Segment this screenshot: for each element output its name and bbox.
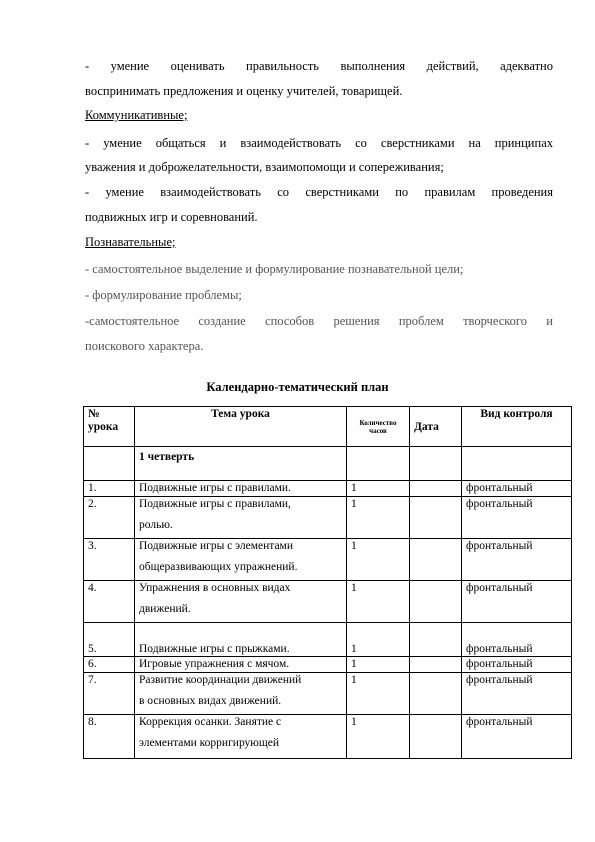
table-header-row: [84, 407, 572, 447]
table-row: [84, 481, 572, 497]
row-num: 7.: [84, 673, 135, 715]
paragraph-line: подвижных игр и соревнований.: [85, 210, 258, 224]
row-num: 6.: [84, 657, 135, 673]
row-control: фронтальный: [462, 481, 572, 497]
row-num: 4.: [84, 581, 135, 623]
row-num: 3.: [84, 539, 135, 581]
table-row: [84, 497, 572, 539]
paragraph-line: поискового характера.: [85, 339, 204, 353]
table-row: [84, 673, 572, 715]
paragraph-line: - самостоятельное выделение и формулирование познавательной цели;: [85, 262, 464, 276]
row-control: фронтальный: [462, 715, 572, 759]
plan-title: Календарно-тематический план: [206, 380, 389, 394]
table-row: [84, 539, 572, 581]
header-control: Вид контроля: [462, 407, 572, 447]
communicative-heading: Коммуникативные;: [85, 108, 188, 122]
row-topic: Подвижные игры с элементами общеразвивающих упражнений.: [135, 539, 347, 581]
row-topic: Подвижные игры с правилами, ролью.: [135, 497, 347, 539]
lesson-plan-table: [83, 406, 572, 759]
row-hours: 1: [347, 673, 410, 715]
row-topic: Игровые упражнения с мячом.: [135, 657, 347, 673]
quarter-label: 1 четверть: [135, 447, 347, 481]
table-row: [84, 657, 572, 673]
cognitive-heading: Познавательные;: [85, 235, 176, 249]
row-hours: 1: [347, 657, 410, 673]
header-num: № урока: [84, 407, 135, 447]
row-num: 5.: [84, 623, 135, 657]
paragraph-line: воспринимать предложения и оценку учителей, товарищей.: [85, 84, 403, 98]
row-control: фронтальный: [462, 657, 572, 673]
table-row: [84, 581, 572, 623]
header-hours: Количество часов: [359, 419, 397, 435]
row-num: 2.: [84, 497, 135, 539]
row-hours: 1: [347, 497, 410, 539]
header-date: Дата: [410, 407, 462, 447]
row-hours: 1: [347, 715, 410, 759]
row-topic: Коррекция осанки. Занятие с элементами корригирующей: [135, 715, 347, 759]
row-topic: Развитие координации движений в основных видах движений.: [135, 673, 347, 715]
row-num: 8.: [84, 715, 135, 759]
paragraph-line: - умение взаимодействовать со сверстниками по правилам проведения: [85, 185, 553, 199]
row-control: фронтальный: [462, 673, 572, 715]
table-row: [84, 623, 572, 657]
row-hours: 1: [347, 539, 410, 581]
row-topic: Подвижные игры с правилами.: [135, 481, 347, 497]
paragraph-line: -самостоятельное создание способов решения проблем творческого и: [85, 314, 553, 328]
table-row: [84, 715, 572, 759]
row-num: 1.: [84, 481, 135, 497]
paragraph-line: - умение общаться и взаимодействовать со сверстниками на принципах: [85, 136, 553, 150]
row-hours: 1: [347, 623, 410, 657]
row-topic: Подвижные игры с прыжками.: [135, 623, 347, 657]
paragraph-line: - формулирование проблемы;: [85, 288, 242, 302]
row-control: фронтальный: [462, 581, 572, 623]
header-topic: Тема урока: [135, 407, 347, 447]
row-control: фронтальный: [462, 497, 572, 539]
row-hours: 1: [347, 581, 410, 623]
row-hours: 1: [347, 481, 410, 497]
quarter-row: [84, 447, 572, 481]
row-control: фронтальный: [462, 539, 572, 581]
paragraph-line: - умение оценивать правильность выполнения действий, адекватно: [85, 59, 553, 73]
row-topic: Упражнения в основных видах движений.: [135, 581, 347, 623]
paragraph-line: уважения и доброжелательности, взаимопомощи и сопереживания;: [85, 160, 444, 174]
row-control: фронтальный: [462, 623, 572, 657]
